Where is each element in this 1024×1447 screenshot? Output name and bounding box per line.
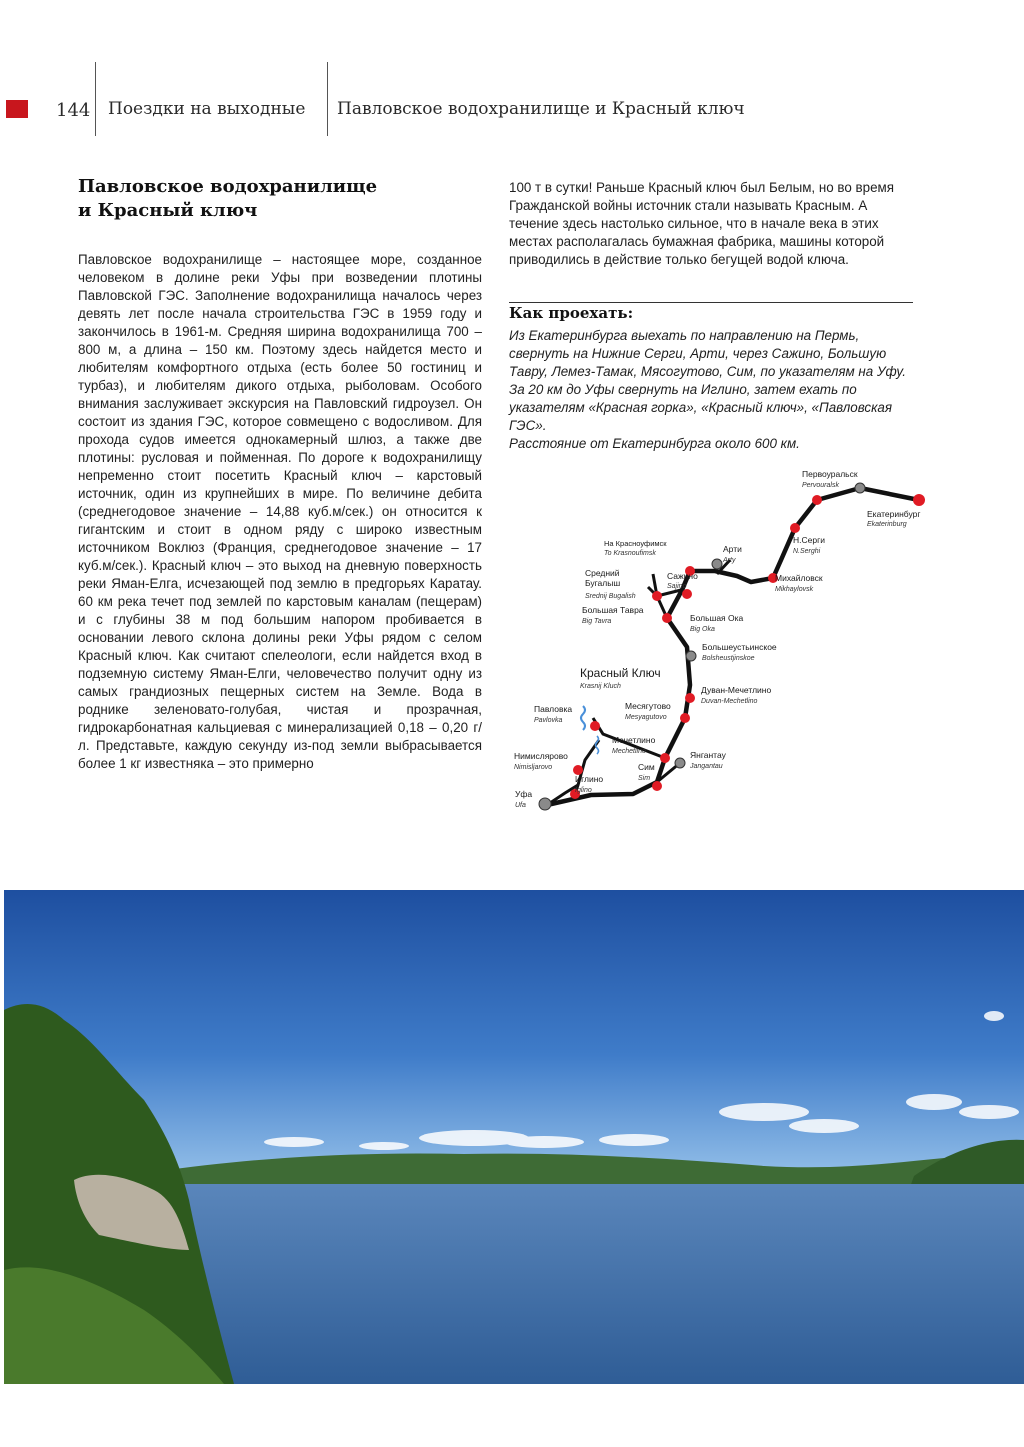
map-label-sazhino: Сажино [667, 571, 698, 581]
city-marker-route-1 [812, 495, 822, 505]
city-marker-mesyagutovo [680, 713, 690, 723]
map-label-duvan-lat: Duvan-Mechetlino [701, 698, 758, 705]
map-label-sazhino-lat: Sajino [667, 583, 687, 590]
town-marker-ufa [539, 798, 551, 810]
map-label-bolshaya-oka-lat: Big Oka [690, 626, 715, 633]
city-marker-krasny-kluch [590, 721, 600, 731]
running-header-section: Поездки на выходные [108, 99, 306, 119]
map-label-krasnoufimsk-lat: To Krasnoufimsk [604, 550, 656, 557]
map-label-ekaterinburg: Екатеринбург [867, 509, 921, 519]
city-marker-bolshaya-oka [682, 589, 692, 599]
article-body-left-column: Павловское водохранилище – настоящее море, созданное человеком в долине реки Уфы при возведении плотины Павловской ГЭС. Заполнение водохранилища началось через девять лет после начала строительства ГЭС в 1959 году и закончилось в 1961-м. Средняя ширина водохранилища 700 – 800 м, а длина – 150 км. Поэтому здесь найдется место и любителям комфортного отдыха (есть более 50 гостиниц и турбаз), и любителям дикого отдыха, рыболовам. Особого внимания заслуживает экскурсия на Павловский гидроузел. Он состоит из здания ГЭС, которое совмещено с водосливом. Для прохода судов имеется однокамерный шлюз, а также две плотины: русловая и пойменная. По дороге к водохранилищу непременно стоит посетить Красный ключ – карстовый источник, один из крупнейших в мире. По величине дебита (среднегодовое значение – 14,88 куб.м/сек.) он относится к гигантским и стоит в одном ряду с широко известным источником Воклюз (Франция, среднегодовое значение – 17 куб.м/сек.). Красный ключ – это выход на дневную поверхность реки Яман-Елга, исчезающей под землю в предгорьях Каратау. 60 км река течет под землей по карстовым каналам (пещерам) и с глубины 38 м под большим напором пробивается в основании левого склона долины реки Уфы рядом с селом Красный ключ. Как считают спелеологи, если найдется вход в подземную систему Яман-Елги, человечество получит одну из самых грандиозных пещерных систем на Земле. Вода в роднике зеленовато-голубая, чистая и прозрачная, гидрокарбонатная кальциевая с минерализацией 0,18 – 0,20 г/л. Представьте, каждую секунду из-под земли выбрасывается более 1 кг известняка – это примерно [78, 252, 482, 771]
map-label-krasny-kluch-lat: Krasnij Kluch [580, 683, 621, 690]
map-label-mikhaylovsk: Михайловск [775, 573, 823, 583]
map-label-nimislyarovo-lat: Nimisljarovo [514, 764, 553, 771]
how-to-get-distance: Расстояние от Екатеринбурга около 600 км. [509, 436, 800, 451]
page-number: 144 [56, 100, 91, 121]
map-label-n-sergi-lat: N.Serghi [793, 548, 821, 555]
map-label-iglino: Иглино [575, 774, 604, 784]
red-section-marker [6, 100, 28, 118]
town-marker-yangantau [675, 758, 685, 768]
river-icon [581, 706, 585, 730]
map-label-duvan: Дуван-Мечетлино [701, 685, 772, 695]
map-label-arti: Арти [723, 544, 742, 554]
city-marker-bolshaya-tavra [662, 613, 672, 623]
map-label-krasny-kluch: Красный Ключ [580, 666, 661, 680]
article-title-line-1: Павловское водохранилище [78, 176, 378, 197]
city-marker-bugalysh [652, 591, 662, 601]
running-header-chapter: Павловское водохранилище и Красный ключ [337, 99, 745, 119]
town-marker-pervouralsk [855, 483, 865, 493]
map-label-pervouralsk: Первоуральск [802, 469, 858, 479]
city-marker-ekaterinburg [913, 494, 925, 506]
city-marker-duvan [685, 693, 695, 703]
map-label-ekaterinburg-lat: Ekaterinburg [867, 521, 907, 528]
section-divider [509, 302, 913, 303]
map-label-bugalysh: Средний Бугалыш [585, 568, 621, 588]
article-title-line-2: и Красный ключ [78, 200, 258, 221]
city-marker-sim [652, 781, 662, 791]
map-label-ufa: Уфа [515, 789, 533, 799]
map-label-mikhaylovsk-lat: Mikhaylovsk [775, 586, 814, 593]
map-label-bolshaya-tavra: Большая Тавра [582, 605, 644, 615]
header-divider [327, 62, 328, 136]
article-title [78, 175, 478, 223]
city-marker-mechetlino [660, 753, 670, 763]
map-label-pavlovka-lat: Pavlovka [534, 717, 563, 724]
town-marker-arti [712, 559, 722, 569]
map-label-krasnoufimsk: На Красноуфимск [604, 539, 667, 548]
map-label-mechetlino-lat: Mechetlino [612, 748, 646, 755]
map-label-iglino-lat: Iglino [575, 787, 592, 794]
map-label-bolsheustinskoe-lat: Bolsheustjinskoe [702, 655, 755, 662]
route-map [505, 460, 945, 820]
city-marker-n-sergi [790, 523, 800, 533]
map-label-mesyagutovo-lat: Mesyagutovo [625, 714, 667, 721]
town-marker-bolsheustinskoe [686, 651, 696, 661]
map-label-yangantau: Янгантау [690, 750, 726, 760]
map-label-yangantau-lat: Jangantau [690, 763, 723, 770]
header-divider [95, 62, 96, 136]
reservoir-landscape-photo [4, 890, 1024, 1384]
how-to-get-directions: Из Екатеринбурга выехать по направлению на Пермь, свернуть на Нижние Серги, Арти, через Сажино, Большую Тавру, Лемез-Тамак, Мясогутово, Сим, по указателям на Уфу. За 20 км до Уфы свернуть на Иглино, затем ехать по указателям «Красная горка», «Красный ключ», «Павловская ГЭС». [509, 328, 906, 433]
how-to-get-heading: Как проехать: [509, 304, 634, 322]
map-label-pervouralsk-lat: Pervouralsk [802, 482, 839, 489]
map-label-bolshaya-oka: Большая Ока [690, 613, 744, 623]
map-label-mechetlino: Мечетлино [612, 735, 656, 745]
map-label-pavlovka: Павловка [534, 704, 573, 714]
map-label-n-sergi: Н.Серги [793, 535, 825, 545]
map-label-bolsheustinskoe: Большеустьинское [702, 642, 777, 652]
map-label-sim: Сим [638, 762, 655, 772]
map-label-bolshaya-tavra-lat: Big Tavra [582, 618, 612, 625]
map-label-mesyagutovo: Месягутово [625, 701, 671, 711]
map-label-sim-lat: Sim [638, 775, 651, 782]
map-label-nimislyarovo: Нимислярово [514, 751, 568, 761]
map-label-arti-lat: Arty [723, 557, 736, 564]
map-label-ufa-lat: Ufa [515, 802, 526, 809]
map-label-bugalysh-lat: Srednij Bugalish [585, 593, 636, 600]
article-body-right-column: 100 т в сутки! Раньше Красный ключ был Белым, но во время Гражданской войны источник стали называть Красным. А течение здесь настолько сильное, что в начале века в этих местах располагалась бумажная фабрика, машины которой приводились в действие только бегущей водой ключа. [509, 180, 895, 267]
